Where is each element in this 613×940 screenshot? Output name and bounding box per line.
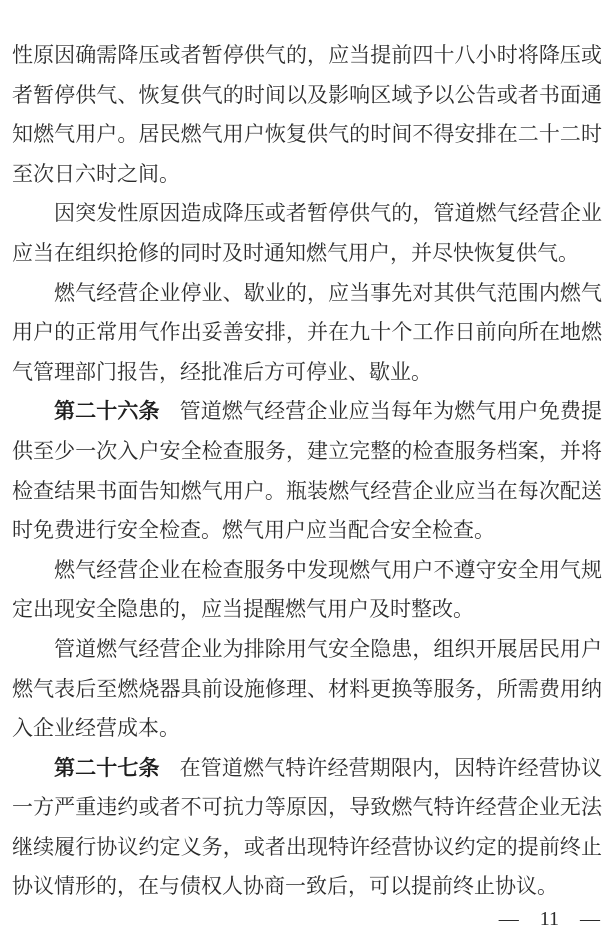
- paragraph: 燃气经营企业在检查服务中发现燃气用户不遵守安全用气规定出现安全隐患的，应当提醒燃气用户及时整改。: [12, 557, 602, 622]
- paragraph: 第二十六条 管道燃气经营企业应当每年为燃气用户免费提供至少一次入户安全检查服务，建立完整的检查服务档案，并将检查结果书面告知燃气用户。瓶装燃气经营企业应当在每次配送时免费进行安全检查。燃气用户应当配合安全检查。: [12, 399, 603, 543]
- footer-dash-right: —: [580, 908, 600, 931]
- paragraph: 管道燃气经营企业为排除用气安全隐患，组织开展居民用户燃气表后至燃烧器具前设施修理、材料更换等服务，所需费用纳入企业经营成本。: [12, 636, 602, 741]
- footer-dash-left: —: [498, 908, 519, 931]
- document-body: [12, 36, 602, 907]
- page-number: 11: [539, 908, 559, 931]
- article-number: 第二十七条: [54, 756, 160, 780]
- paragraph: 因突发性原因造成降压或者暂停供气的，管道燃气经营企业应当在组织抢修的同时及时通知燃气用户，并尽快恢复供气。: [12, 201, 602, 265]
- article-number: 第二十六条: [54, 400, 160, 424]
- paragraph: 性原因确需降压或者暂停供气的，应当提前四十八小时将降压或者暂停供气、恢复供气的时间以及影响区域予以公告或者书面通知燃气用户。居民燃气用户恢复供气的时间不得安排在二十二时至次日六时之间。: [12, 43, 602, 186]
- paragraph: 燃气经营企业停业、歇业的，应当事先对其供气范围内燃气用户的正常用气作出妥善安排，并在九十个工作日前向所在地燃气管理部门报告，经批准后方可停业、歇业。: [12, 280, 602, 384]
- paragraph: 第二十七条 在管道燃气特许经营期限内，因特许经营协议一方严重违约或者不可抗力等原因，导致燃气特许经营企业无法继续履行协议约定义务，或者出现特许经营协议约定的提前终止协议情形的，在与债权人协商一致后，可以提前终止协议。: [12, 755, 603, 899]
- page-footer: [12, 907, 602, 931]
